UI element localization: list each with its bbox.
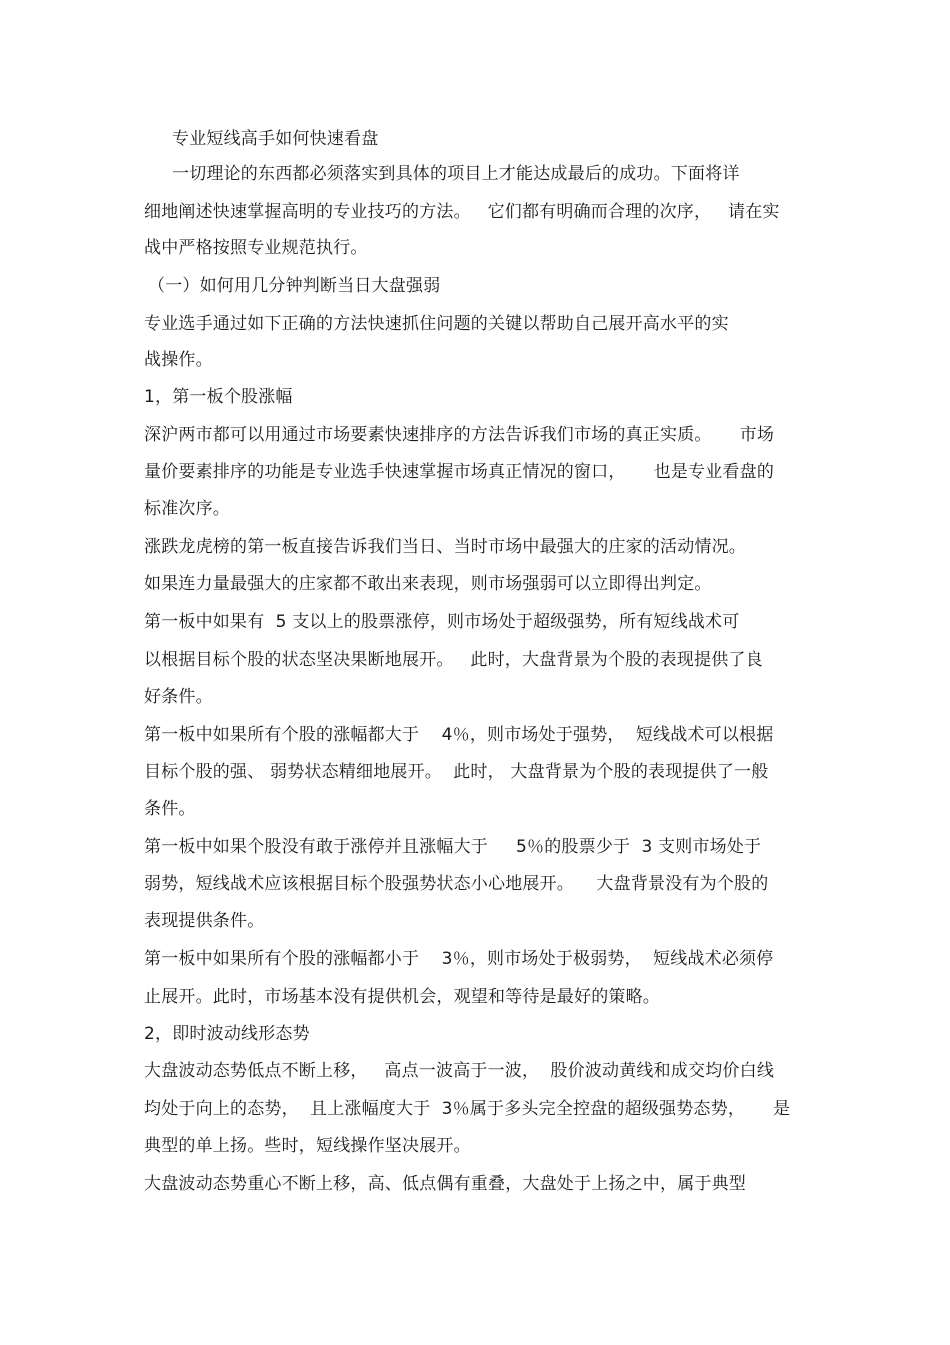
subsection-heading: 2，即时波动线形态势 [144, 1024, 310, 1044]
paragraph-line: 如果连力量最强大的庄家都不敢出来表现，则市场强弱可以立即得出判定。 [144, 574, 712, 594]
paragraph-line: 深沪两市都可以用通过市场要素快速排序的方法告诉我们市场的真正实质。 市场 [144, 425, 775, 445]
paragraph-line: 典型的单上扬。些时，短线操作坚决展开。 [144, 1136, 471, 1156]
paragraph-line: 第一板中如果所有个股的涨幅都小于 3％，则市场处于极弱势， 短线战术必须停 [144, 949, 774, 969]
paragraph-line: 条件。 [144, 799, 196, 819]
paragraph-line: 好条件。 [144, 687, 213, 707]
section-heading: （一）如何用几分钟判断当日大盘强弱 [148, 276, 441, 296]
paragraph-line: 弱势，短线战术应该根据目标个股强势状态小心地展开。 大盘背景没有为个股的 [144, 874, 769, 894]
paragraph-line: 大盘波动态势重心不断上移，高、低点偶有重叠，大盘处于上扬之中，属于典型 [144, 1174, 746, 1194]
paragraph-line: 第一板中如果所有个股的涨幅都大于 4％，则市场处于强势， 短线战术可以根据 [144, 725, 774, 745]
paragraph-line: 战中严格按照专业规范执行。 [144, 238, 368, 258]
paragraph-line: 止展开。此时，市场基本没有提供机会，观望和等待是最好的策略。 [144, 987, 660, 1007]
paragraph-line: 涨跌龙虎榜的第一板直接告诉我们当日、当时市场中最强大的庄家的活动情况。 [144, 537, 746, 557]
paragraph-line: 专业选手通过如下正确的方法快速抓住问题的关键以帮助自己展开高水平的实 [144, 314, 729, 334]
paragraph-line: 标准次序。 [144, 499, 230, 519]
paragraph-line: 量价要素排序的功能是专业选手快速掌握市场真正情况的窗口， 也是专业看盘的 [144, 462, 775, 482]
paragraph-line: 均处于向上的态势， 且上涨幅度大于 3％属于多头完全控盘的超级强势态势， 是 [144, 1099, 791, 1119]
paragraph-line: 细地阐述快速掌握高明的专业技巧的方法。 它们都有明确而合理的次序， 请在实 [144, 202, 780, 222]
paragraph-line: 战操作。 [144, 350, 213, 370]
paragraph-line: 大盘波动态势低点不断上移， 高点一波高于一波， 股价波动黄线和成交均价白线 [144, 1061, 775, 1081]
paragraph-line: 第一板中如果个股没有敢于涨停并且涨幅大于 5％的股票少于 3 支则市场处于 [144, 837, 762, 857]
paragraph-line: 一切理论的东西都必须落实到具体的项目上才能达成最后的成功。下面将详 [172, 164, 740, 184]
subsection-heading: 1，第一板个股涨幅 [144, 387, 293, 407]
paragraph-line: 表现提供条件。 [144, 911, 265, 931]
paragraph-line: 以根据目标个股的状态坚决果断地展开。 此时，大盘背景为个股的表现提供了良 [144, 650, 763, 670]
paragraph-line: 目标个股的强、 弱势状态精细地展开。 此时， 大盘背景为个股的表现提供了一般 [144, 762, 769, 782]
document-title: 专业短线高手如何快速看盘 [172, 129, 379, 149]
paragraph-line: 第一板中如果有 5 支以上的股票涨停，则市场处于超级强势，所有短线战术可 [144, 612, 740, 632]
